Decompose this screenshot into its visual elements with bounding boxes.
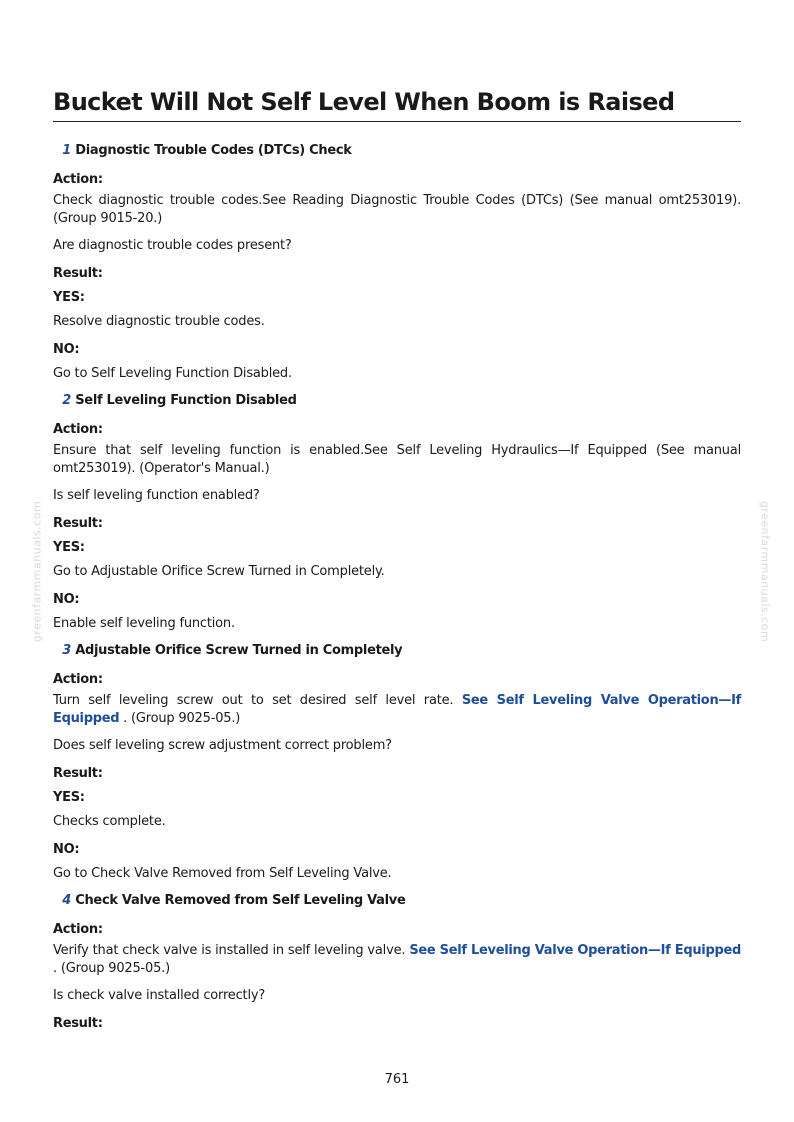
question-text: Is self leveling function enabled? [53, 488, 260, 503]
step-4 [53, 890, 741, 1036]
step-title: Check Valve Removed from Self Leveling Valve [75, 893, 406, 908]
valve-operation-link[interactable]: See Self Leveling Valve Operation—If Equipped [53, 693, 741, 726]
question-text: Does self leveling screw adjustment correct problem? [53, 738, 392, 753]
step-title: Diagnostic Trouble Codes (DTCs) Check [75, 143, 352, 158]
troubleshooting-steps [53, 140, 741, 1036]
action-text-start: Turn self leveling screw out to set desired self level rate. [53, 693, 454, 708]
step-heading [53, 640, 741, 662]
result-label: Result: [53, 1016, 103, 1031]
result-label: Result: [53, 266, 103, 281]
yes-label: YES: [53, 290, 85, 305]
result-label: Result: [53, 516, 103, 531]
no-text: Go to Check Valve Removed from Self Leveling Valve. [53, 866, 392, 881]
action-text [53, 692, 741, 728]
action-label: Action: [53, 922, 103, 937]
page-number: 761 [384, 1072, 410, 1087]
step-number: 1 [62, 143, 71, 158]
action-text [53, 942, 741, 978]
action-text: Ensure that self leveling function is enabled.See Self Leveling Hydraulics—If Equipped (See manual omt253019). (Operator's Manual.) [53, 443, 741, 476]
step-number: 4 [62, 893, 71, 908]
action-text: Check diagnostic trouble codes.See Reading Diagnostic Trouble Codes (DTCs) (See manual omt253019). (Group 9015-20.) [53, 193, 741, 226]
yes-text: Go to Adjustable Orifice Screw Turned in Completely. [53, 564, 385, 579]
step-heading [53, 890, 741, 912]
action-text-start: Verify that check valve is installed in self leveling valve. [53, 943, 406, 958]
yes-label: YES: [53, 540, 85, 555]
action-label: Action: [53, 672, 103, 687]
watermark-right: greenfarmmanuals.com [758, 500, 772, 643]
step-1 [53, 140, 741, 386]
no-label: NO: [53, 842, 80, 857]
question-text: Are diagnostic trouble codes present? [53, 238, 292, 253]
action-text-end: . (Group 9025-05.) [53, 961, 170, 976]
step-2 [53, 390, 741, 636]
step-number: 2 [62, 393, 71, 408]
action-text-end: . (Group 9025-05.) [123, 711, 241, 726]
step-3 [53, 640, 741, 886]
step-heading [53, 390, 741, 412]
yes-label: YES: [53, 790, 85, 805]
result-label: Result: [53, 766, 103, 781]
action-label: Action: [53, 422, 103, 437]
question-text: Is check valve installed correctly? [53, 988, 266, 1003]
page-title: Bucket Will Not Self Level When Boom is Raised [53, 84, 741, 122]
step-number: 3 [62, 643, 71, 658]
no-text: Enable self leveling function. [53, 616, 235, 631]
step-title: Self Leveling Function Disabled [75, 393, 297, 408]
yes-text: Resolve diagnostic trouble codes. [53, 314, 265, 329]
step-heading [53, 140, 741, 162]
no-label: NO: [53, 592, 80, 607]
valve-operation-link[interactable]: See Self Leveling Valve Operation—If Equipped [409, 943, 741, 958]
yes-text: Checks complete. [53, 814, 166, 829]
no-label: NO: [53, 342, 80, 357]
watermark-left: greenfarmmanuals.com [30, 500, 44, 643]
no-text: Go to Self Leveling Function Disabled. [53, 366, 292, 381]
step-title: Adjustable Orifice Screw Turned in Completely [75, 643, 403, 658]
action-label: Action: [53, 172, 103, 187]
